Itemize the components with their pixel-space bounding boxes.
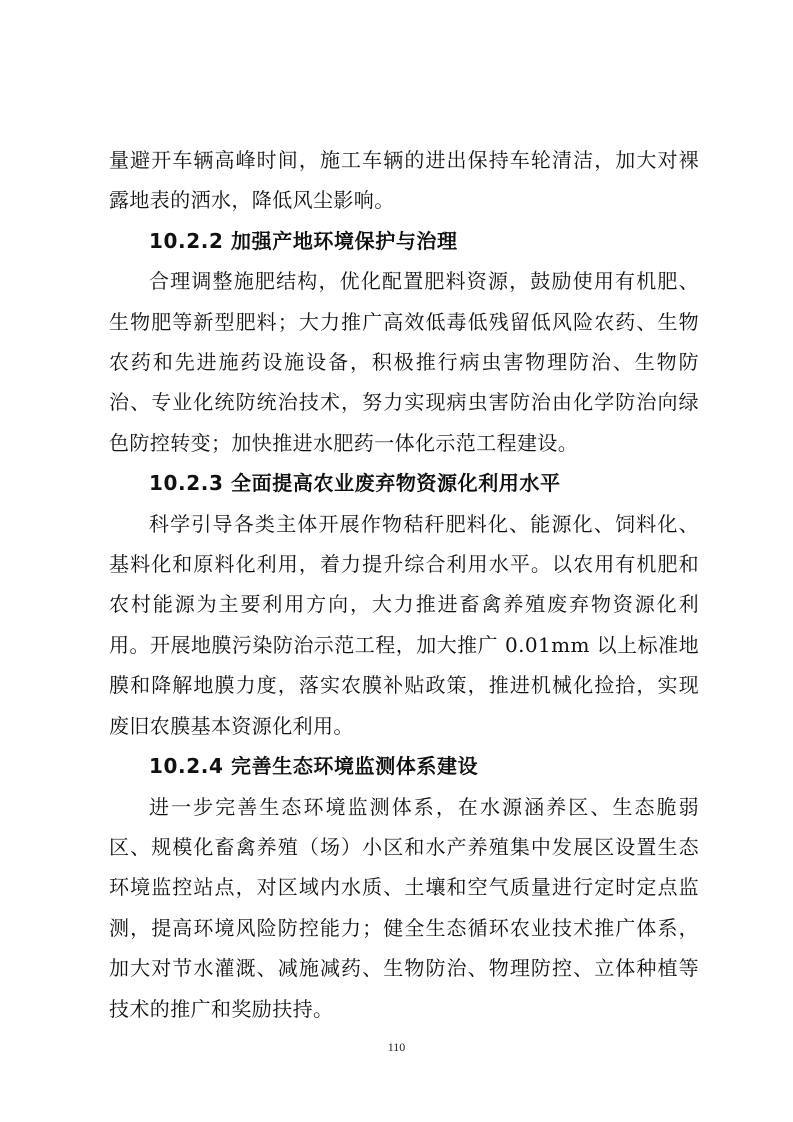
section-heading-10-2-4: 10.2.4 完善生态环境监测体系建设 — [149, 754, 479, 779]
page-number: 110 — [387, 1040, 406, 1054]
section-heading-10-2-3: 10.2.3 全面提高农业废弃物资源化利用水平 — [149, 471, 561, 496]
paragraph-waste-recycling: 科学引导各类主体开展作物秸秆肥料化、能源化、饲料化、基料化和原料化利用，着力提升综合利用水平。以农用有机肥和农村能源为主要利用方向，大力推进畜禽养殖废弃物资源化利用。开展地膜污染防治示范工程，加大推广 0.01mm 以上标准地膜和降解地膜力度，落实农膜补贴政策，推进机械化捡拾，实现废旧农膜基本资源化利用。 — [109, 511, 699, 738]
paragraph-continuation: 量避开车辆高峰时间，施工车辆的进出保持车轮清洁，加大对裸露地表的洒水，降低风尘影响。 — [109, 148, 699, 213]
section-heading-10-2-2: 10.2.2 加强产地环境保护与治理 — [149, 228, 458, 253]
paragraph-soil-protection: 合理调整施肥结构，优化配置肥料资源，鼓励使用有机肥、生物肥等新型肥料；大力推广高效低毒低残留低风险农药、生物农药和先进施药设施设备，积极推行病虫害物理防治、生物防治、专业化统防统治技术，努力实现病虫害防治由化学防治向绿色防控转变；加快推进水肥药一体化示范工程建设。 — [109, 269, 699, 455]
page-content — [109, 140, 699, 1029]
paragraph-monitoring-system: 进一步完善生态环境监测体系，在水源涵养区、生态脆弱区、规模化畜禽养殖（场）小区和水产养殖集中发展区设置生态环境监控站点，对区域内水质、土壤和空气质量进行定时定点监测，提高环境风险防控能力；健全生态循环农业技术推广体系，加大对节水灌溉、减施减药、生物防治、物理防控、立体种植等技术的推广和奖励扶持。 — [109, 794, 699, 1021]
